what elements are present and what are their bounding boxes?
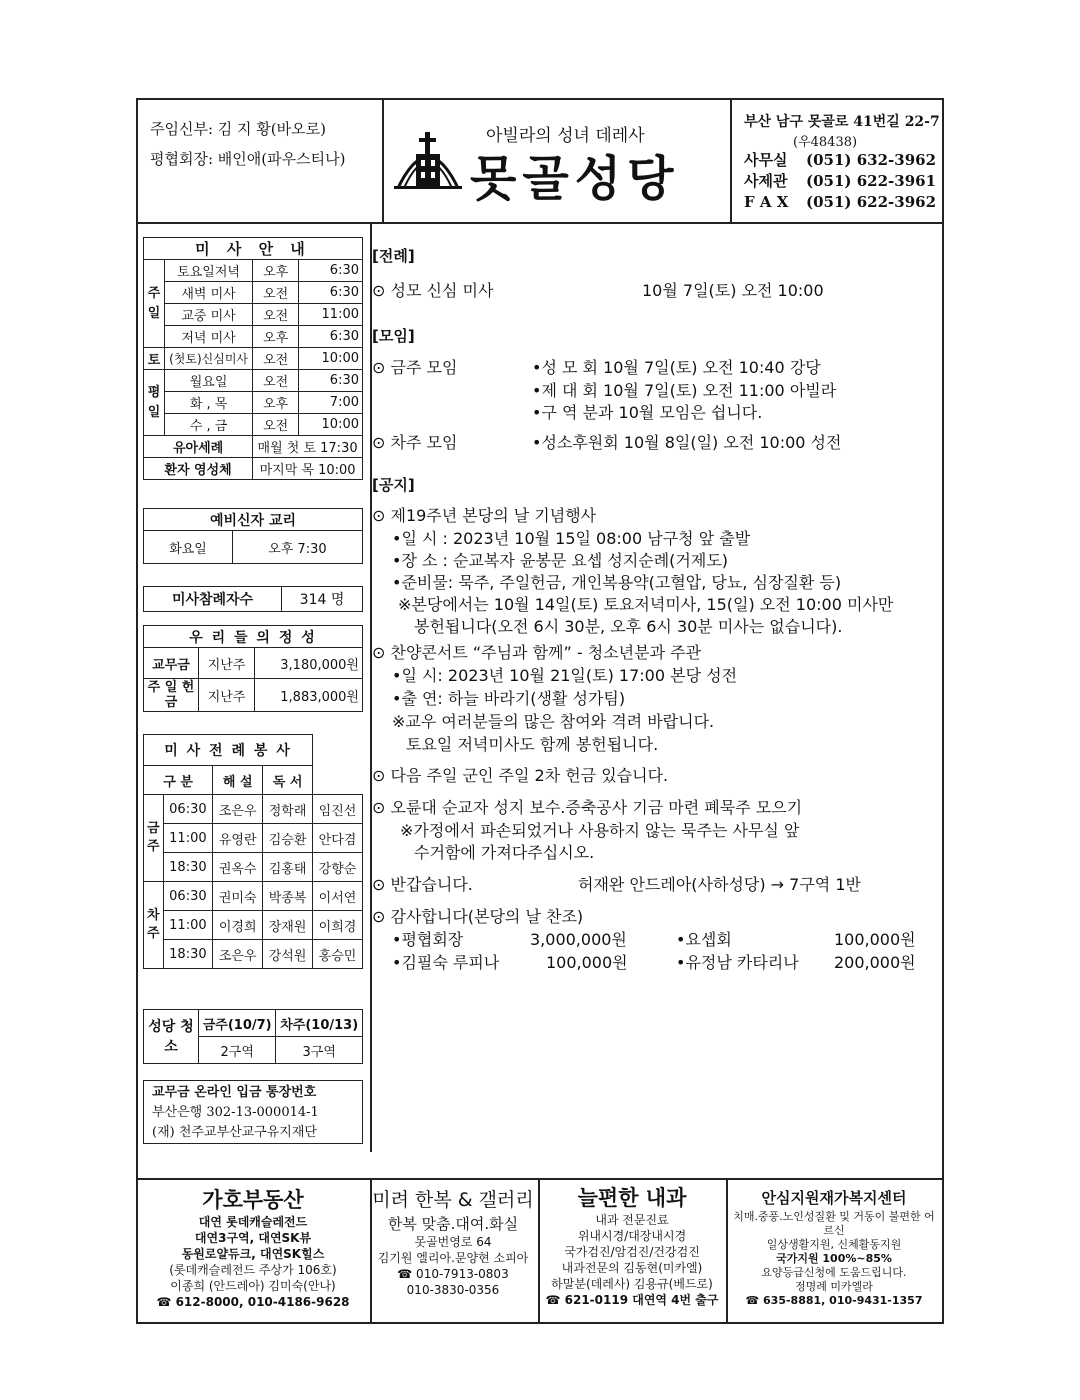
table-cell: 오전 bbox=[253, 282, 299, 304]
table-cell: 홍승민 bbox=[313, 940, 363, 969]
meeting-item: •성소후원회 10월 8일(일) 오전 10:00 성전 bbox=[532, 433, 842, 452]
table-cell: 강향순 bbox=[313, 853, 363, 882]
cleaning-label: 성당 청소 bbox=[144, 1010, 199, 1064]
church-postal: (우48438) bbox=[793, 135, 858, 150]
header-vline-right bbox=[730, 100, 732, 222]
donor-name: •요셉회 bbox=[676, 930, 732, 949]
catechumen-time: 오후 7:30 bbox=[232, 531, 362, 564]
church-name: 못골성당 bbox=[470, 151, 680, 207]
notice-welcome: ⊙ 반갑습니다. bbox=[372, 875, 473, 894]
table-cell: 18:30 bbox=[163, 940, 213, 969]
meeting-item: •제 대 회 10월 7일(토) 오전 11:00 아빌라 bbox=[532, 381, 837, 400]
ad-hanbok: 미려 한복 & 갤러리 한복 맞춤.대여.화실 못골번영로 64 김기원 엘리아.문양현 소피아 ☎ 010-7913-0803 010-3830-0356 bbox=[372, 1189, 534, 1297]
mass-group-weekday: 평일 bbox=[144, 370, 165, 436]
sick-communion-value: 마지막 목 10:00 bbox=[253, 458, 363, 480]
ad-care-center: 안심지원재가복지센터 치매.중풍.노인성질환 및 거동이 불편한 어르신 일상생활지원, 신체활동지원 국가지원 100%~85% 요양등급신청에 도움드립니다. 정명례 미카엘라 ☎ 635-8881, 010-9431-1357 bbox=[733, 1189, 935, 1307]
table-cell: 구 분 bbox=[144, 766, 213, 795]
bank-account: 부산은행 302-13-000014-1 bbox=[152, 1105, 319, 1120]
contact-rectory: 사제관 (051) 622-3961 bbox=[744, 172, 937, 190]
notice-line: •출 연: 하늘 바라기(생활 성가팀) bbox=[392, 689, 626, 708]
notice-line: 수거함에 가져다주십시오. bbox=[414, 843, 595, 862]
liturgy-date: 10월 7일(토) 오전 10:00 bbox=[642, 281, 824, 300]
attendance-value: 314 명 bbox=[282, 587, 363, 612]
council-line: 평협회장: 배인애(파우스티나) bbox=[150, 150, 346, 168]
table-cell: 지난주 bbox=[199, 679, 255, 712]
notice-line: •일 시 : 2023년 10월 15일 08:00 남구청 앞 출발 bbox=[392, 529, 751, 548]
table-cell: 오전 bbox=[253, 414, 299, 436]
contact-list bbox=[744, 150, 936, 213]
notice-heading: [공지] bbox=[372, 476, 415, 494]
liturgy-heading: [전례] bbox=[372, 247, 415, 265]
table-cell: 오후 bbox=[253, 260, 299, 282]
table-cell: 7:00 bbox=[299, 392, 363, 414]
offering-table bbox=[143, 625, 363, 712]
donor-amount: 3,000,000원 bbox=[530, 930, 627, 949]
table-cell: 이서연 bbox=[313, 882, 363, 911]
catechumen-title: 예비신자 교리 bbox=[144, 509, 363, 531]
table-cell: 오전 bbox=[253, 348, 299, 370]
header-divider bbox=[138, 222, 942, 224]
table-cell: 1,883,000원 bbox=[255, 679, 363, 712]
table-cell: 금주(10/7) bbox=[199, 1010, 276, 1037]
liturgy-item: ⊙ 성모 신심 미사 bbox=[372, 281, 494, 300]
donor-name: •김필숙 루피나 bbox=[392, 953, 500, 972]
baptism-label: 유아세례 bbox=[144, 436, 253, 458]
notice-concert: ⊙ 찬양콘서트 “주님과 함께” - 청소년분과 주관 bbox=[372, 643, 702, 662]
donor-name: •유정남 카타리나 bbox=[676, 953, 799, 972]
header-vline-left bbox=[382, 100, 384, 222]
notice-collection: ⊙ 다음 주일 군인 주일 2차 헌금 있습니다. bbox=[372, 766, 669, 785]
servers-this-week: 금주 bbox=[144, 795, 164, 882]
table-cell: 새벽 미사 bbox=[165, 282, 253, 304]
servers-table bbox=[143, 734, 363, 969]
attendance-label: 미사참례자수 bbox=[144, 587, 282, 612]
table-cell: 저녁 미사 bbox=[165, 326, 253, 348]
table-cell: 06:30 bbox=[163, 882, 213, 911]
table-cell: 수 , 금 bbox=[165, 414, 253, 436]
meeting-item: •성 모 회 10월 7일(토) 오전 10:40 강당 bbox=[532, 358, 821, 377]
bank-box bbox=[143, 1080, 363, 1144]
table-cell: 6:30 bbox=[299, 370, 363, 392]
table-cell: 정학래 bbox=[263, 795, 313, 824]
table-cell: (첫토)신심미사 bbox=[165, 348, 253, 370]
table-cell: 06:30 bbox=[163, 795, 213, 824]
ads-divider bbox=[138, 1178, 942, 1180]
table-cell: 6:30 bbox=[299, 282, 363, 304]
table-cell: 6:30 bbox=[299, 326, 363, 348]
table-cell: 11:00 bbox=[163, 824, 213, 853]
notice-anniversary: ⊙ 제19주년 본당의 날 기념행사 bbox=[372, 506, 597, 525]
table-cell: 이희경 bbox=[313, 911, 363, 940]
mass-group-saturday: 토 bbox=[144, 348, 165, 370]
table-cell: 권옥수 bbox=[213, 853, 263, 882]
table-cell: 차주(10/13) bbox=[276, 1010, 363, 1037]
notice-line: ※본당에서는 10월 14일(토) 토요저녁미사, 15(일) 오전 10:00 미사만 bbox=[398, 595, 894, 614]
mass-title: 미 사 안 내 bbox=[144, 238, 363, 260]
church-subtitle: 아빌라의 성녀 데레사 bbox=[486, 126, 645, 146]
offering-title: 우 리 들 의 정 성 bbox=[144, 626, 363, 648]
ad-clinic: 늘편한 내과 내과 전문진료 위내시경/대장내시경 국가검진/암검진/건강검진 내과전문의 김동현(미카엘) 하말분(데레사) 김용규(베드로) ☎ 621-0119 대연역 4번 출구 bbox=[545, 1186, 719, 1307]
table-cell: 오전 bbox=[253, 370, 299, 392]
mass-group-sunday: 주일 bbox=[144, 260, 165, 348]
donor-amount: 200,000원 bbox=[834, 953, 916, 972]
notice-line: •장 소 : 순교복자 윤봉문 요셉 성지순례(거제도) bbox=[392, 551, 729, 570]
notice-line: ※가정에서 파손되었거나 사용하지 않는 묵주는 사무실 앞 bbox=[400, 821, 800, 840]
table-cell: 강석원 bbox=[263, 940, 313, 969]
meeting-this-week: ⊙ 금주 모임 bbox=[372, 358, 458, 377]
bank-owner: (재) 천주교부산교구유지재단 bbox=[152, 1125, 317, 1140]
table-cell: 교무금 bbox=[144, 648, 199, 679]
meeting-heading: [모임] bbox=[372, 327, 415, 345]
table-cell: 권미숙 bbox=[213, 882, 263, 911]
table-cell: 장재원 bbox=[263, 911, 313, 940]
contact-fax: F A X (051) 622-3962 bbox=[744, 193, 937, 211]
pastor-line: 주임신부: 김 지 황(바오로) bbox=[150, 120, 326, 138]
table-cell: 박종복 bbox=[263, 882, 313, 911]
table-cell: 3,180,000원 bbox=[255, 648, 363, 679]
church-address: 부산 남구 못골로 41번길 22-7 bbox=[744, 114, 940, 130]
table-cell: 주 일 헌 금 bbox=[144, 679, 199, 712]
notice-line: •준비물: 묵주, 주일헌금, 개인복용약(고혈압, 당뇨, 심장질환 등) bbox=[392, 573, 842, 592]
servers-title: 미 사 전 례 봉 사 bbox=[144, 735, 313, 766]
notice-line: •일 시: 2023년 10월 21일(토) 17:00 본당 성전 bbox=[392, 666, 738, 685]
table-cell: 오후 bbox=[253, 326, 299, 348]
table-cell: 김홍태 bbox=[263, 853, 313, 882]
table-cell: 화 , 목 bbox=[165, 392, 253, 414]
cleaning-table bbox=[143, 1009, 363, 1064]
baptism-value: 매월 첫 토 17:30 bbox=[253, 436, 363, 458]
sick-communion-label: 환자 영성체 bbox=[144, 458, 253, 480]
donor-amount: 100,000원 bbox=[834, 930, 916, 949]
table-cell: 임진선 bbox=[313, 795, 363, 824]
bank-title: 교무금 온라인 입금 통장번호 bbox=[152, 1085, 317, 1100]
table-cell: 조은우 bbox=[213, 940, 263, 969]
notice-thanks: ⊙ 감사합니다(본당의 날 찬조) bbox=[372, 907, 584, 926]
table-cell: 해 설 bbox=[213, 766, 263, 795]
mass-schedule-table bbox=[143, 237, 363, 480]
ad-real-estate: 가호부동산 대연 롯데캐슬레전드 대연3구역, 대연SK뷰 동원로얄듀크, 대연SK힐스 (롯데캐슬레전드 주상가 106호) 이종희 (안드레아) 김미숙(안나) ☎ 612-8000, 010-4186-9628 bbox=[156, 1188, 350, 1309]
table-cell: 지난주 bbox=[199, 648, 255, 679]
table-cell: 오전 bbox=[253, 304, 299, 326]
meeting-item: •구 역 분과 10월 모임은 쉽니다. bbox=[532, 403, 763, 422]
meeting-next-week: ⊙ 차주 모임 bbox=[372, 433, 458, 452]
notice-rosary: ⊙ 오륜대 순교자 성지 보수.증축공사 기금 마련 폐묵주 모으기 bbox=[372, 798, 803, 817]
notice-line: 봉헌됩니다(오전 6시 30분, 오후 6시 30분 미사는 없습니다). bbox=[414, 617, 843, 636]
table-cell: 11:00 bbox=[163, 911, 213, 940]
catechumen-table bbox=[143, 508, 363, 564]
notice-welcome-detail: 허재완 안드레아(사하성당) → 7구역 1반 bbox=[578, 875, 861, 894]
notice-line: ※교우 여러분들의 많은 참여와 격려 바랍니다. bbox=[392, 712, 715, 731]
contact-office: 사무실 (051) 632-3962 bbox=[744, 151, 937, 169]
table-cell: 유영란 bbox=[213, 824, 263, 853]
catechumen-day: 화요일 bbox=[144, 531, 233, 564]
table-cell: 11:00 bbox=[299, 304, 363, 326]
table-cell: 10:00 bbox=[299, 348, 363, 370]
donor-amount: 100,000원 bbox=[546, 953, 628, 972]
donor-name: •평협회장 bbox=[392, 930, 464, 949]
table-cell: 토요일저녁 bbox=[165, 260, 253, 282]
attendance-table bbox=[143, 586, 363, 612]
table-cell: 2구역 bbox=[199, 1037, 276, 1064]
table-cell: 6:30 bbox=[299, 260, 363, 282]
table-cell: 이경희 bbox=[213, 911, 263, 940]
church-logo-icon bbox=[392, 130, 464, 192]
table-cell: 10:00 bbox=[299, 414, 363, 436]
table-cell: 독 서 bbox=[263, 766, 313, 795]
table-cell: 오후 bbox=[253, 392, 299, 414]
notice-line: 토요일 저녁미사도 함께 봉헌됩니다. bbox=[406, 735, 659, 754]
table-cell: 18:30 bbox=[163, 853, 213, 882]
table-cell: 조은우 bbox=[213, 795, 263, 824]
table-cell: 김승환 bbox=[263, 824, 313, 853]
table-cell: 3구역 bbox=[276, 1037, 363, 1064]
table-cell: 교중 미사 bbox=[165, 304, 253, 326]
table-cell: 안다겸 bbox=[313, 824, 363, 853]
table-cell: 월요일 bbox=[165, 370, 253, 392]
servers-next-week: 차주 bbox=[144, 882, 164, 969]
